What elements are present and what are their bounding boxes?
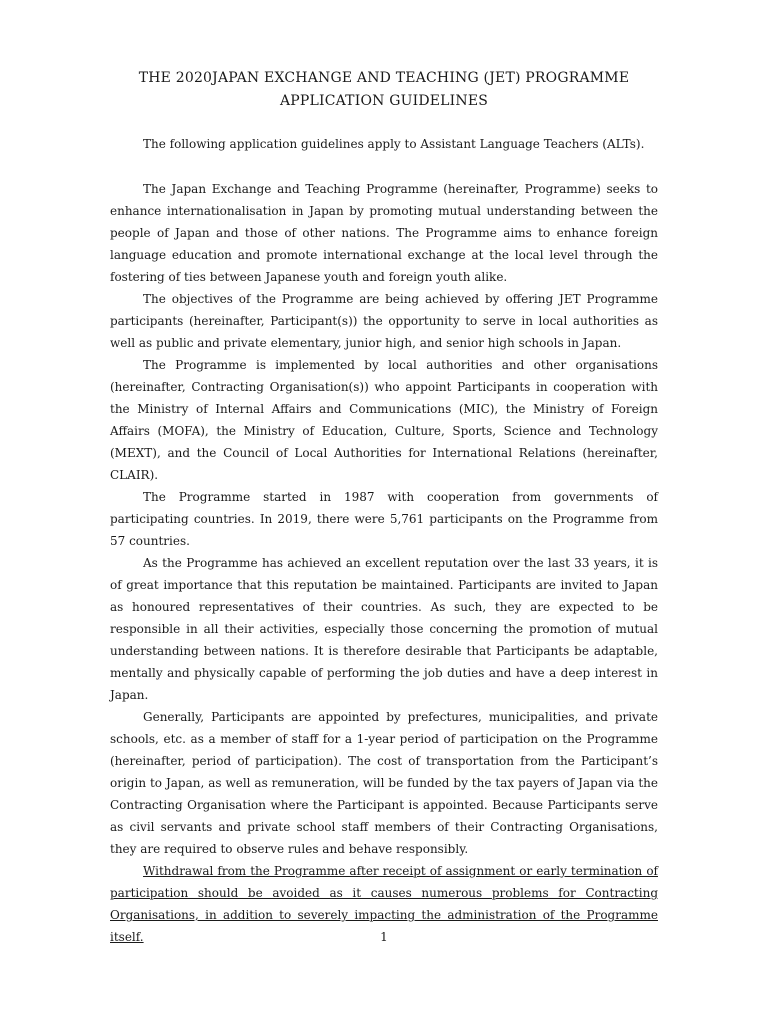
paragraph-withdrawal-warning: Withdrawal from the Programme after receipt of assignment or early termination of participation should be avoided as it causes numerous problems for Contracting Organisations, in addition to severely impacting the administration of the Programme itself. [110,864,658,944]
paragraph-reputation: As the Programme has achieved an excellent reputation over the last 33 years, it is of great importance that this reputation be maintained. Participants are invited to Japan as honoured representatives of their countries. As such, they are expected to be responsible in all their activities, especially those concerning the promotion of mutual understanding between nations. It is therefore desirable that Participants be adaptable, mentally and physically capable of performing the job duties and have a deep interest in Japan. [110,556,658,702]
intro-sentence: The following application guidelines apply to Assistant Language Teachers (ALTs). [143,137,645,151]
document-title-line-1: THE 2020JAPAN EXCHANGE AND TEACHING (JET) PROGRAMME [138,70,630,86]
paragraph-appointment: Generally, Participants are appointed by prefectures, municipalities, and private schools, etc. as a member of staff for a 1-year period of participation on the Programme (hereinafter, period of participation). The cost of transportation from the Participant’s origin to Japan, as well as remuneration, will be funded by the tax payers of Japan via the Contracting Organisation where the Participant is appointed. Because Participants serve as civil servants and private school staff members of their Contracting Organisations, they are required to observe rules and behave responsibly. [110,710,658,856]
page-number: 1 [380,930,388,944]
document-body [110,178,658,948]
paragraph-programme-overview: The Japan Exchange and Teaching Programme (hereinafter, Programme) seeks to enhance internationalisation in Japan by promoting mutual understanding between the people of Japan and those of other nations. The Programme aims to enhance foreign language education and promote international exchange at the local level through the fostering of ties between Japanese youth and foreign youth alike. [110,182,658,284]
paragraph-implementation: The Programme is implemented by local authorities and other organisations (hereinafter, Contracting Organisation(s)) who appoint Participants in cooperation with the Ministry of Internal Affairs and Communications (MIC), the Ministry of Foreign Affairs (MOFA), the Ministry of Education, Culture, Sports, Science and Technology (MEXT), and the Council of Local Authorities for International Relations (hereinafter, CLAIR). [110,358,658,482]
document-title-line-2: APPLICATION GUIDELINES [279,93,489,109]
paragraph-objectives: The objectives of the Programme are being achieved by offering JET Programme participants (hereinafter, Participant(s)) the opportunity to serve in local authorities as well as public and private elementary, junior high, and senior high schools in Japan. [110,292,658,350]
paragraph-history: The Programme started in 1987 with cooperation from governments of participating countries. In 2019, there were 5,761 participants on the Programme from 57 countries. [110,490,658,548]
